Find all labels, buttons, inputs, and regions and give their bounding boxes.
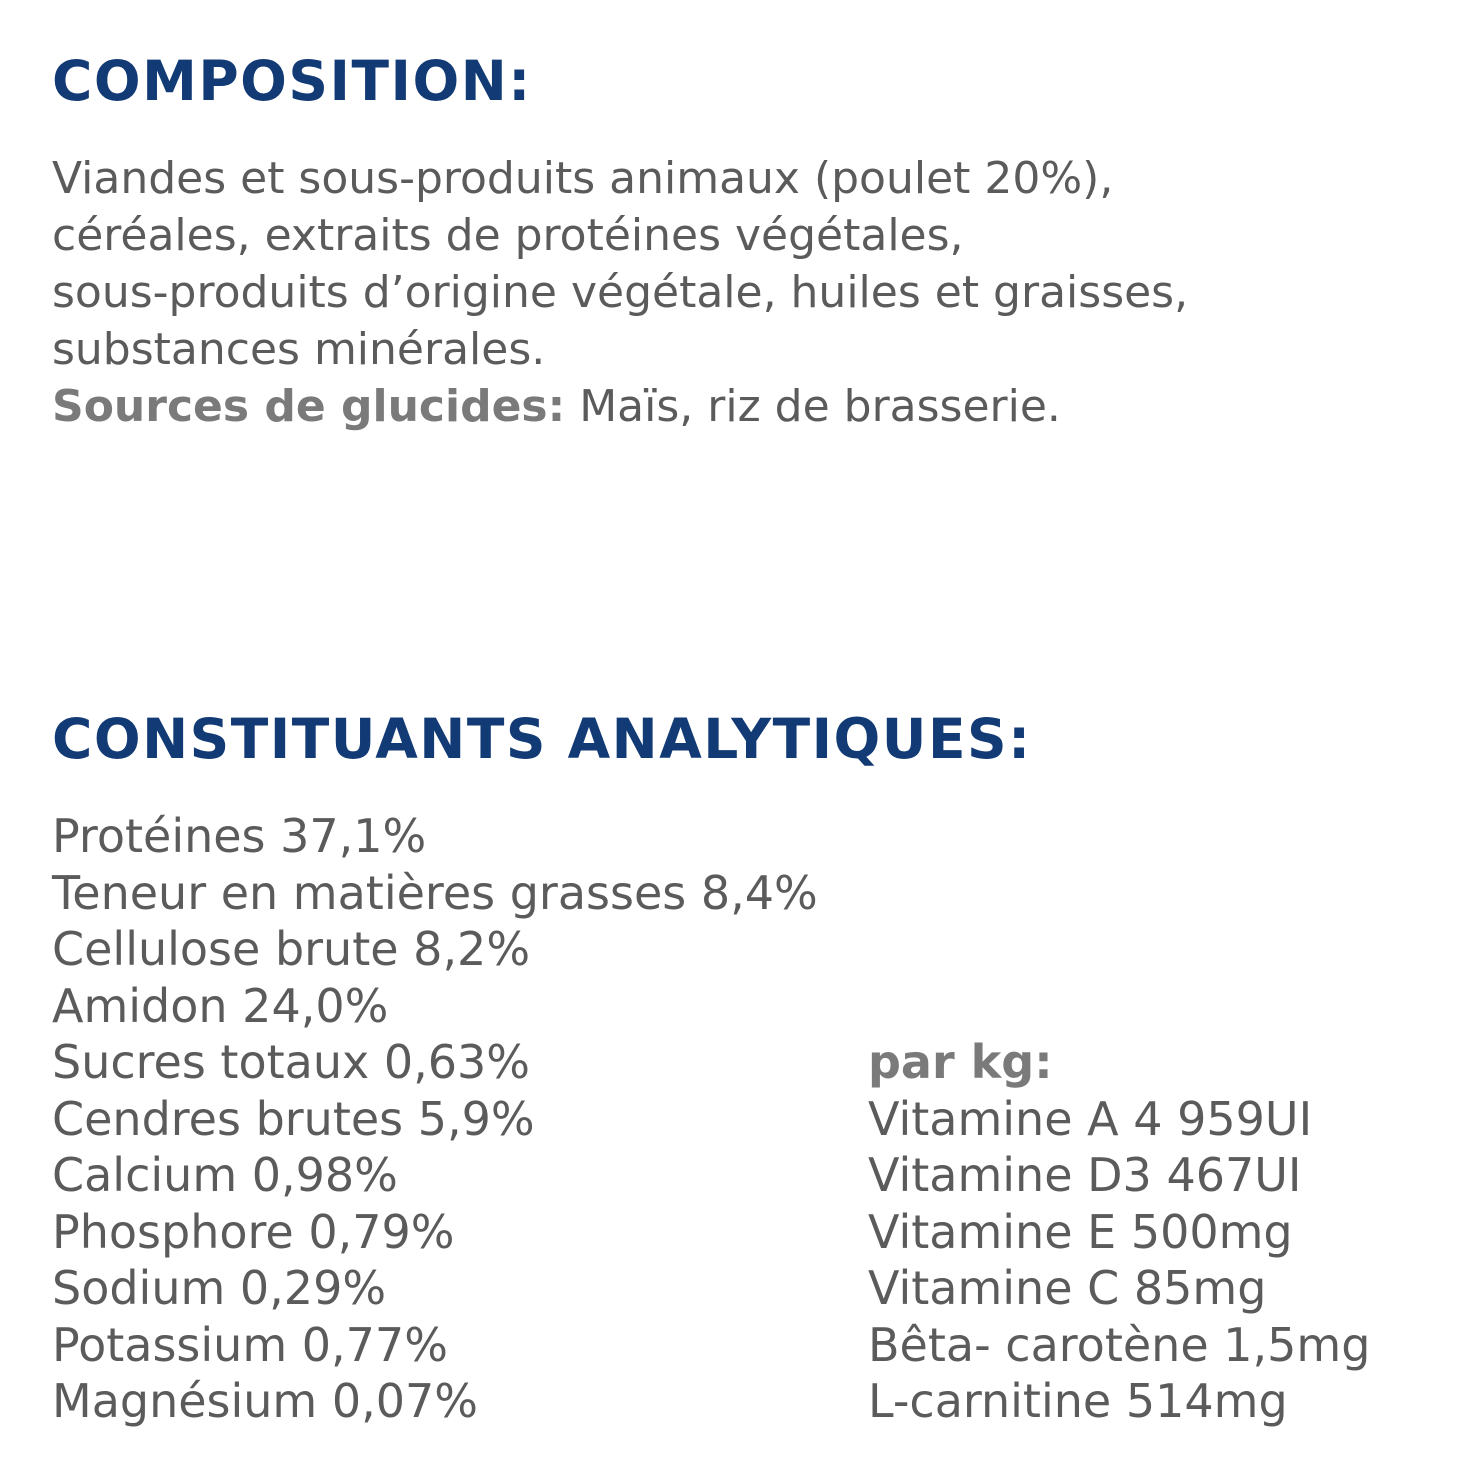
glucides-line	[52, 378, 1452, 435]
glucides-label: Sources de glucides:	[52, 381, 566, 432]
list-item: Vitamine A 4 959UI	[868, 1091, 1313, 1146]
list-item: Vitamine D3 467UI	[868, 1148, 1302, 1202]
composition-line: substances minérales.	[52, 324, 546, 375]
per-kg-block	[868, 1034, 1370, 1430]
list-item: Potassium 0,77%	[52, 1317, 448, 1372]
list-item: Calcium 0,98%	[52, 1148, 398, 1202]
list-item: Vitamine C 85mg	[868, 1261, 1267, 1315]
list-item: Cellulose brute 8,2%	[52, 922, 531, 976]
list-item: L-carnitine 514mg	[868, 1374, 1288, 1428]
list-item: Cendres brutes 5,9%	[52, 1091, 535, 1146]
list-item: Protéines 37,1%	[52, 809, 427, 863]
composition-line: Viandes et sous-produits animaux (poulet 20%),	[52, 153, 1114, 204]
per-kg-list	[868, 1091, 1370, 1430]
analytical-constituents-list	[52, 808, 818, 1430]
list-item: Sucres totaux 0,63%	[52, 1035, 530, 1089]
list-item: Phosphore 0,79%	[52, 1204, 455, 1259]
list-item: Magnésium 0,07%	[52, 1374, 478, 1428]
list-item: Vitamine E 500mg	[868, 1204, 1293, 1259]
composition-paragraph	[52, 150, 1452, 435]
list-item: Sodium 0,29%	[52, 1261, 387, 1315]
list-item: Amidon 24,0%	[52, 978, 389, 1033]
list-item: Teneur en matières grasses 8,4%	[52, 865, 818, 920]
composition-title: COMPOSITION:	[52, 49, 532, 113]
per-kg-label: par kg:	[868, 1035, 1053, 1089]
constituants-title: CONSTITUANTS ANALYTIQUES:	[52, 707, 1032, 771]
list-item: Bêta- carotène 1,5mg	[868, 1317, 1371, 1372]
composition-line: sous-produits d’origine végétale, huiles et graisses,	[52, 267, 1189, 318]
glucides-value: Maïs, riz de brasserie.	[565, 381, 1061, 432]
composition-line: céréales, extraits de protéines végétales,	[52, 210, 964, 261]
